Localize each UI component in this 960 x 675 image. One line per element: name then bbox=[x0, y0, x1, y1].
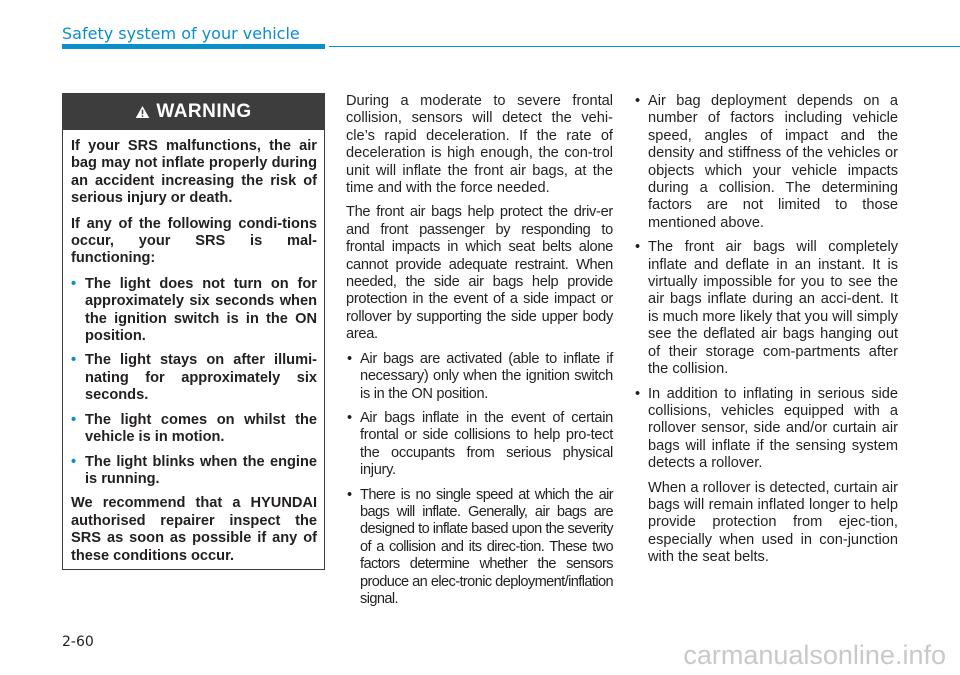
bullet-icon: • bbox=[71, 275, 77, 292]
right-column bbox=[634, 93, 898, 574]
list-item: • In addition to inflating in serious side collisions, vehicles equipped with a rollover sensor, side and/or curtain air bags will inflate if the sensing system detects a rollover. When a rollover is detected, curtain air bags will remain inflated longer to help provide protection from ejec-tion, especially when used in con-junction with the seat belts. bbox=[635, 385, 898, 566]
warning-intro: If your SRS malfunctions, the air bag may not inflate properly during an accident increasing the risk of serious injury or death. bbox=[71, 138, 317, 207]
bullet-icon: • bbox=[347, 486, 352, 503]
warning-label: WARNING bbox=[156, 101, 252, 122]
warning-recommendation: We recommend that a HYUNDAI authorised repairer inspect the SRS as soon as possible if any of these conditions occur. bbox=[71, 495, 317, 564]
warning-header bbox=[63, 94, 324, 130]
list-item: • The light blinks when the engine is running. bbox=[71, 453, 317, 487]
warning-conditions-list bbox=[71, 276, 317, 488]
list-item: • There is no single speed at which the air bags will inflate. Generally, air bags are designed to inflate based upon the severity of a collision and its direc-tion. These two factors determine whether the sensors produce an elec-tronic deployment/inflation signal. bbox=[347, 486, 613, 607]
header-rule-thin bbox=[329, 46, 960, 47]
header-rule-thick bbox=[62, 44, 325, 49]
list-item: • The light stays on after illumi-nating for approximately six seconds. bbox=[71, 352, 317, 404]
warning-triangle-icon bbox=[135, 105, 150, 119]
bullet-icon: • bbox=[71, 352, 77, 369]
bullet-icon: • bbox=[71, 411, 77, 428]
warning-box bbox=[62, 93, 325, 570]
page-number: 2-60 bbox=[62, 634, 94, 650]
warning-body bbox=[63, 130, 324, 565]
warning-conditions-intro: If any of the following condi-tions occur, your SRS is mal-functioning: bbox=[71, 215, 317, 267]
bullet-icon: • bbox=[635, 385, 641, 402]
list-item: • The front air bags will completely inflate and deflate in an instant. It is virtually impossible for you to see the air bags inflate during an acci-dent. It is much more likely that you will simply see the deflated air bags hanging out of their storage com-partments after the collision. bbox=[635, 239, 898, 378]
bullet-icon: • bbox=[635, 239, 641, 256]
section-title: Safety system of your vehicle bbox=[62, 24, 300, 43]
collision-paragraph: During a moderate to severe frontal collision, sensors will detect the vehi-cle’s rapid deceleration. If the rate of deceleration is high enough, the con-trol unit will inflate the front air bags, at the time and with the force needed. bbox=[346, 93, 613, 197]
right-bullet-list bbox=[634, 93, 898, 567]
list-item: • Air bags inflate in the event of certain frontal or side collisions to help pro-tect the occupants from serious physical injury. bbox=[347, 409, 613, 479]
bullet-icon: • bbox=[347, 409, 352, 426]
list-item: • The light comes on whilst the vehicle is in motion. bbox=[71, 411, 317, 446]
list-item: • Air bags are activated (able to inflate if necessary) only when the ignition switch is in the ON position. bbox=[347, 350, 613, 402]
middle-bullet-list bbox=[346, 351, 613, 609]
front-air-bag-paragraph: The front air bags help protect the driv-er and front passenger by responding to frontal impacts in which seat belts alone cannot provide adequate restraint. When needed, the side air bags help provide protection in the event of a side impact or rollover by supporting the side upper body area. bbox=[346, 204, 613, 343]
rollover-note: When a rollover is detected, curtain air bags will remain inflated longer to help provide protection from ejec-tion, especially when used in con-junction with the seat belts. bbox=[648, 479, 898, 566]
middle-column bbox=[346, 93, 613, 615]
bullet-icon: • bbox=[635, 93, 641, 109]
list-item: • The light does not turn on for approximately six seconds when the ignition switch is in the ON position. bbox=[71, 275, 317, 345]
list-item: • Air bag deployment depends on a number of factors including vehicle speed, angles of impact and the density and stiffness of the vehicles or objects which your vehicle impacts during a collision. The determining factors are not limited to those mentioned above. bbox=[635, 93, 898, 231]
watermark: carmanualsonline.info bbox=[683, 640, 946, 670]
bullet-icon: • bbox=[71, 453, 77, 470]
bullet-icon: • bbox=[347, 350, 352, 367]
